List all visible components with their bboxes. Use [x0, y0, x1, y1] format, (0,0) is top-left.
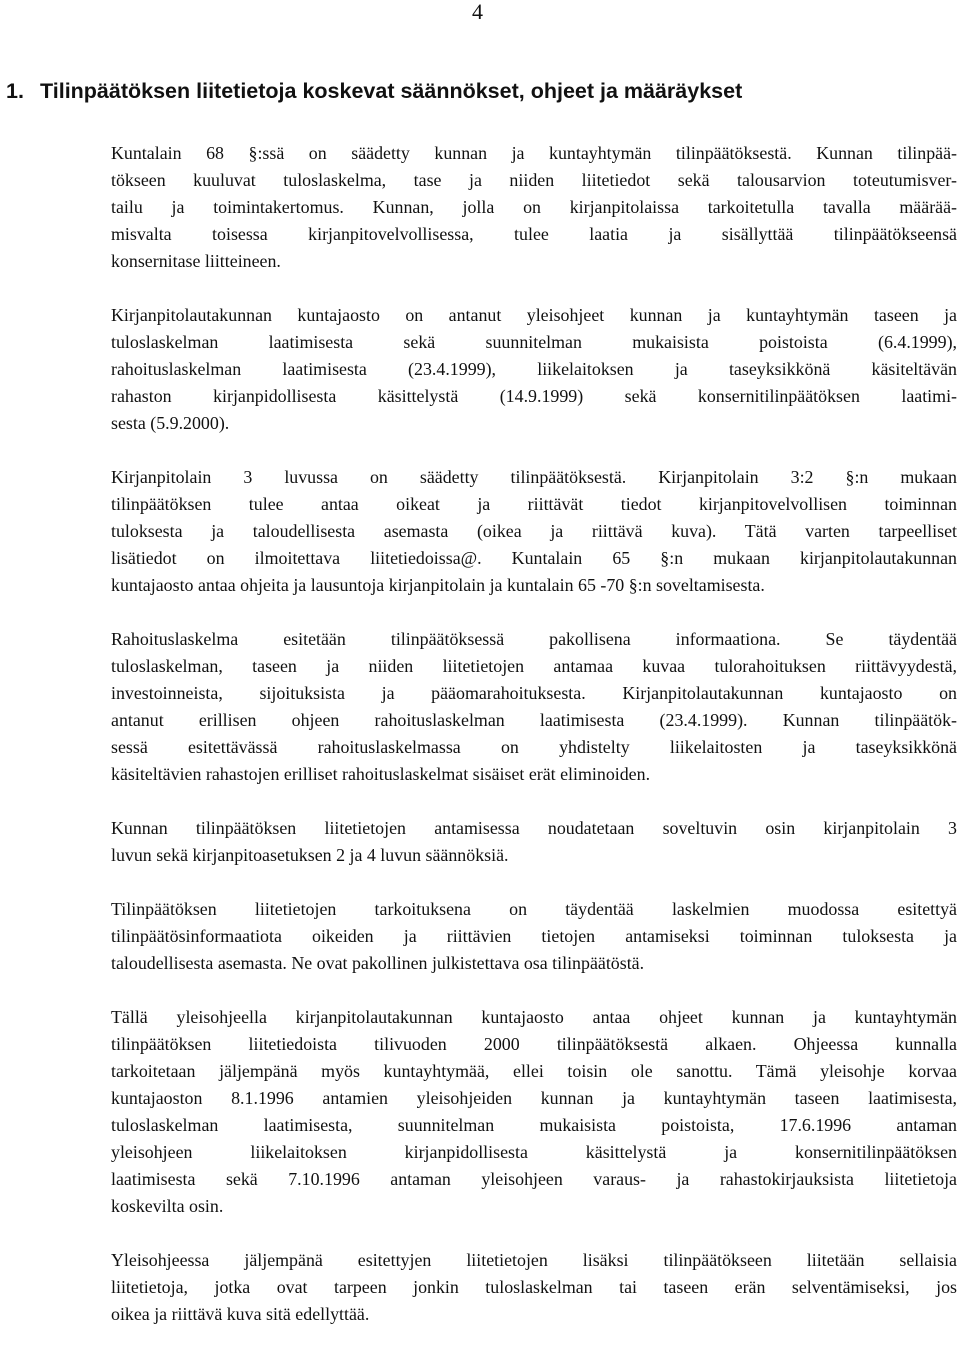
text-line: sessä esitettävässä rahoituslaskelmassa on yhdistelty liikelaitosten ja taseyksikkönä	[111, 737, 957, 757]
text-line: tilinpäätöksen tulee antaa oikeat ja riittävät tiedot kirjanpitovelvollisen toiminnan	[111, 494, 957, 514]
section-number: 1.	[6, 79, 24, 103]
text-line: tuloslaskelman laatimisesta sekä suunnitelman mukaisista poistoista (6.4.1999),	[111, 332, 957, 352]
text-line: Yleisohjeessa jäljempänä esitettyjen liitetietojen lisäksi tilinpäätökseen liitetään sellaisia	[111, 1250, 957, 1270]
text-line: lisätiedot on ilmoitettava liitetiedoissa@. Kuntalain 65 §:n mukaan kirjanpitolautakunnan	[111, 548, 957, 568]
text-line: rahaston kirjanpidollisesta käsittelystä (14.9.1999) sekä konsernitilinpäätöksen laatimi-	[111, 386, 957, 406]
text-line: taloudellisesta asemasta. Ne ovat pakollinen julkistettava osa tilinpäätöstä.	[111, 953, 645, 973]
text-line: tuloslaskelman laatimisesta, suunnitelman mukaisista poistoista, 17.6.1996 antaman	[111, 1115, 957, 1135]
paragraph-6	[111, 896, 957, 977]
text-line: tuloslaskelman, taseen ja niiden liitetietojen antamaa kuvaa tulorahoituksen riittävyydestä,	[111, 656, 957, 676]
text-line: tilinpäätösinformaatiota oikeiden ja riittävien tietojen antamiseksi toiminnan tuloksesta ja	[111, 926, 957, 946]
text-line: tailu ja toimintakertomus. Kunnan, jolla on kirjanpitolaissa tarkoitetulla tavalla määrää-	[111, 197, 957, 217]
text-line: Kirjanpitolain 3 luvussa on säädetty tilinpäätöksestä. Kirjanpitolain 3:2 §:n mukaan	[111, 467, 957, 487]
text-line: tökseen kuuluvat tuloslaskelma, tase ja niiden liitetiedot sekä talousarvion toteutumisver-	[111, 170, 957, 190]
text-line: antanut erillisen ohjeen rahoituslaskelman laatimisesta (23.4.1999). Kunnan tilinpäätök-	[111, 710, 957, 730]
text-line: konsernitase liitteineen.	[111, 251, 281, 271]
text-line: liitetietoja, jotka ovat tarpeen jonkin tuloslaskelman tai taseen erän selventämiseksi, jos	[111, 1277, 957, 1297]
text-line: yleisohjeen liikelaitoksen kirjanpidollisesta käsittelystä ja konsernitilinpäätöksen	[111, 1142, 957, 1162]
section-heading	[6, 76, 956, 106]
text-line: sesta (5.9.2000).	[111, 413, 230, 433]
text-line: Rahoituslaskelma esitetään tilinpäätöksessä pakollisena informaationa. Se täydentää	[111, 629, 957, 649]
paragraph-4	[111, 626, 957, 788]
text-line: Kirjanpitolautakunnan kuntajaosto on antanut yleisohjeet kunnan ja kuntayhtymän taseen ja	[111, 305, 957, 325]
text-line: rahoituslaskelman laatimisesta (23.4.1999), liikelaitoksen ja taseyksikkönä käsiteltävän	[111, 359, 957, 379]
text-line: tarkoitetaan jäljempänä myös kuntayhtymää, ellei toisin ole sanottu. Tämä yleisohje korvaa	[111, 1061, 957, 1081]
text-line: tuloksesta ja taloudellisesta asemasta (oikea ja riittävä kuva). Tätä varten tarpeelliset	[111, 521, 957, 541]
text-line: oikea ja riittävä kuva sitä edellyttää.	[111, 1304, 370, 1324]
paragraph-8	[111, 1247, 957, 1328]
paragraph-7	[111, 1004, 957, 1220]
text-line: Tällä yleisohjeella kirjanpitolautakunnan kuntajaosto antaa ohjeet kunnan ja kuntayhtymän	[111, 1007, 957, 1027]
section-title: Tilinpäätöksen liitetietoja koskevat säännökset, ohjeet ja määräykset	[40, 79, 743, 103]
text-line: kuntajaoston 8.1.1996 antamien yleisohjeiden kunnan ja kuntayhtymän taseen laatimisesta,	[111, 1088, 957, 1108]
paragraph-3	[111, 464, 957, 599]
text-line: laatimisesta sekä 7.10.1996 antaman yleisohjeen varaus- ja rahastokirjauksista liitetietoja	[111, 1169, 957, 1189]
text-line: misvalta toisessa kirjanpitovelvollisessa, tulee laatia ja sisällyttää tilinpäätökseensä	[111, 224, 957, 244]
text-line: Kunnan tilinpäätöksen liitetietojen antamisessa noudatetaan soveltuvin osin kirjanpitolain 3	[111, 818, 957, 838]
text-line: Tilinpäätöksen liitetietojen tarkoituksena on täydentää laskelmien muodossa esitettyä	[111, 899, 957, 919]
text-line: investoinneista, sijoituksista ja pääomarahoituksesta. Kirjanpitolautakunnan kuntajaosto on	[111, 683, 957, 703]
body-text	[111, 140, 957, 1355]
text-line: luvun sekä kirjanpitoasetuksen 2 ja 4 luvun säännöksiä.	[111, 845, 509, 865]
paragraph-1	[111, 140, 957, 275]
page-number: 4	[472, 0, 483, 24]
text-line: koskevilta osin.	[111, 1196, 224, 1216]
text-line: Kuntalain 68 §:ssä on säädetty kunnan ja kuntayhtymän tilinpäätöksestä. Kunnan tilinpää-	[111, 143, 957, 163]
paragraph-2	[111, 302, 957, 437]
paragraph-5	[111, 815, 957, 869]
text-line: käsiteltävien rahastojen erilliset rahoituslaskelmat sisäiset erät eliminoiden.	[111, 764, 651, 784]
text-line: tilinpäätöksen liitetiedoista tilivuoden 2000 tilinpäätöksestä alkaen. Ohjeessa kunnalla	[111, 1034, 957, 1054]
text-line: kuntajaosto antaa ohjeita ja lausuntoja kirjanpitolain ja kuntalain 65 -70 §:n soveltamisesta.	[111, 575, 765, 595]
